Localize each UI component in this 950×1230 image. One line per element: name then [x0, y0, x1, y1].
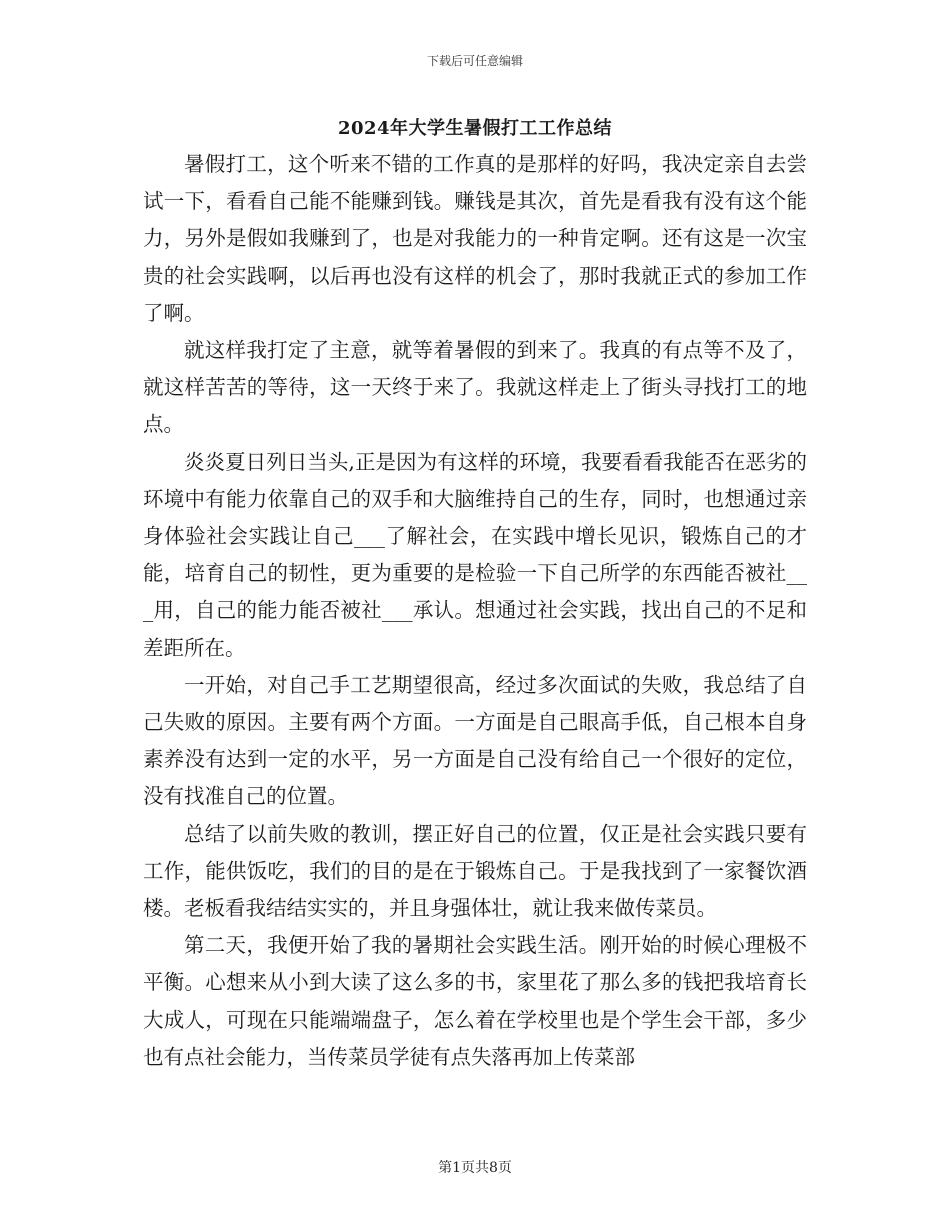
paragraph: 就这样我打定了主意，就等着暑假的到来了。我真的有点等不及了，就这样苦苦的等待，这一天终于来了。我就这样走上了街头寻找打工的地点。 [143, 338, 807, 437]
page-number: 第1页共8页 [438, 1160, 512, 1176]
paragraph: 暑假打工，这个听来不错的工作真的是那样的好吗，我决定亲自去尝试一下，看看自己能不能赚到钱。赚钱是其次，首先是看我有没有这个能力，另外是假如我赚到了，也是对我能力的一种肯定啊。还有这是一次宝贵的社会实践啊，以后再也没有这样的机会了，那时我就正式的参加工作了啊。 [143, 152, 807, 325]
paragraph: 总结了以前失败的教训，摆正好自己的位置，仅正是社会实践只要有工作，能供饭吃，我们的目的是在于锻炼自己。于是我找到了一家餐饮酒楼。老板看我结结实实的，并且身强体壮，就让我来做传菜员。 [143, 821, 807, 921]
document-body [143, 146, 807, 1076]
paragraph: 第二天，我便开始了我的暑期社会实践生活。刚开始的时候心理极不平衡。心想来从小到大读了这么多的书，家里花了那么多的钱把我培育长大成人，可现在只能端端盘子，怎么着在学校里也是个学生会干部，多少也有点社会能力，当传菜员学徒有点失落再加上传菜部 [143, 933, 807, 1069]
document-title: 2024年大学生暑假打工工作总结 [337, 118, 613, 139]
header-note: 下载后可任意编辑 [426, 54, 523, 68]
paragraph: 一开始，对自己手工艺期望很高，经过多次面试的失败，我总结了自己失败的原因。主要有两个方面。一方面是自己眼高手低，自己根本自身素养没有达到一定的水平，另一方面是自己没有给自己一个很好的定位，没有找准自己的位置。 [143, 672, 807, 809]
paragraph: 炎炎夏日列日当头,正是因为有这样的环境，我要看看我能否在恶劣的环境中有能力依靠自己的双手和大脑维持自己的生存，同时，也想通过亲身体验社会实践让自己___了解社会，在实践中增长见识，锻炼自己的才能，培育自己的韧性，更为重要的是检验一下自己所学的东西能否被社___用，自己的能力能否被社___承认。想通过社会实践，找出自己的不足和差距所在。 [143, 449, 807, 660]
